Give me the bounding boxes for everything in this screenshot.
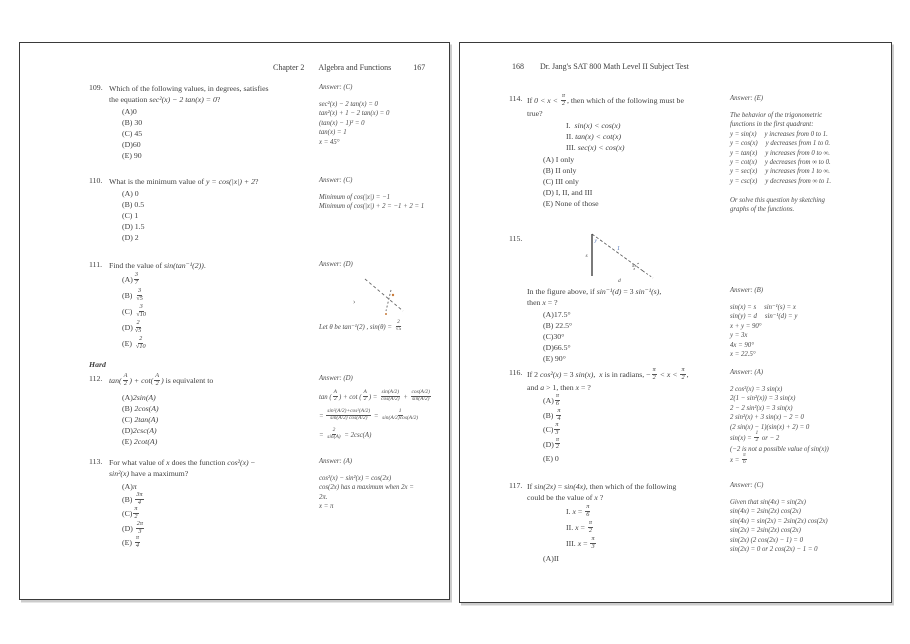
answer-label: Answer: (C) <box>730 482 764 489</box>
question-number: 110. <box>89 176 103 185</box>
solution-column <box>319 83 451 147</box>
solution-column <box>730 481 888 554</box>
question-body <box>527 368 742 465</box>
hypotenuse-label: 1 <box>617 246 620 252</box>
roman-numeral-statements: I. sin(x) < cos(x) II. tan(x) < cot(x) III. sec(x) < cos(x) <box>566 121 625 153</box>
question-body <box>109 83 323 161</box>
question-body <box>109 260 323 352</box>
question-text: If 2 cos²(x) = 3 sin(x), x is in radians, − $\frac{\pi}{2}$ < x < $\frac{\pi}{2}$ , and a > 1, then x = ? <box>527 366 689 393</box>
orange-dot <box>385 313 387 315</box>
question-number: 113. <box>89 457 103 466</box>
answer-label: Answer: (E) <box>730 95 764 102</box>
answer-choices: (A)0 (B) 30 (C) 45 (D)60 (E) 90 <box>122 107 143 160</box>
question-number: 117. <box>509 481 523 490</box>
question-text: For what value of x does the function cos²(x) − sin²(x) have a maximum? <box>109 458 255 478</box>
question-text: Find the value of sin(tan⁻¹(2)). <box>109 261 206 270</box>
question-text: What is the minimum value of y = cos(|x|) + 2? <box>109 177 259 186</box>
question-text: Which of the following values, in degrees, satisfies the equation sec²(x) − 2 tan(x) = 0? <box>109 84 269 104</box>
bottom-angle-label: x <box>632 264 635 269</box>
question-body <box>527 481 733 564</box>
left-page-header: Chapter 2 Algebra and Functions 167 <box>273 63 426 72</box>
question-text: If sin(2x) = sin(4x), then which of the following could be the value of x ? <box>527 482 677 502</box>
question-body <box>109 457 323 551</box>
question-number: 112. <box>89 374 103 383</box>
arrow-mark: › <box>353 298 356 306</box>
solution-column <box>319 457 451 512</box>
answer-label: Answer: (C) <box>319 84 353 91</box>
roman-numeral-statements: I. x = $\frac{\pi}{6}$ II. x = $\frac{\pi}{2}$ III. x = $\frac{\pi}{3}$ <box>566 502 595 550</box>
question-number: 109. <box>89 83 103 92</box>
solution-column <box>730 368 888 467</box>
left-page <box>19 42 450 600</box>
answer-label: Answer: (A) <box>319 458 353 465</box>
question-body <box>527 94 733 209</box>
answer-choices: (A) $\frac{\pi}{6}$ (B) $\frac{\pi}{4}$ (C) $\frac{\pi}{3}$ (D) $\frac{\pi}{2}$ (E) 0 <box>543 392 561 464</box>
question-body <box>527 286 733 364</box>
solution-work: sec²(x) − 2 tan(x) = 0 tan²(x) + 1 − 2 tan(x) = 0 (tan(x) − 1)² = 0 tan(x) = 1 x = 45° <box>319 101 390 146</box>
solution-work: tan ( $\frac{A}{2}$ ) + cot ( $\frac{A}{2}$ ) = $\frac{\sin(A/2)}{\cos(A/2)}$ + $\frac{\cos(A/2)}{\sin(A/2)}$ = $\frac{\text{sin²(A/2)+cos²(A/2)}}{\sin(A/2) \cos(A/2)}$ = $\frac{1}{\sin(A/2)\cos(A/2)}$ = $\frac{2}{\sin(A)}$ = 2csc(A) <box>319 389 430 440</box>
solution-work: Given that sin(4x) = sin(2x) sin(4x) = 2sin(2x) cos(2x) sin(4x) = sin(2x) = 2sin(2x) cos(2x) sin(2x) = 2sin(2x) cos(2x) sin(2x) (2 cos(2x) − 1) = 0 sin(2x) = 0 or 2 cos(2x) − 1 = 0 <box>730 499 828 554</box>
question-body <box>109 374 323 447</box>
solution-note: Let θ be tan⁻¹(2) , sin(θ) = $\frac{2}{√5}$ <box>319 319 402 332</box>
answer-choices: (A)17.5° (B) 22.5° (C)30° (D)66.5° (E) 90° <box>543 310 573 363</box>
answer-choices: (A)π (B) $\frac{3\pi}{4}$ (C) $\frac{\pi}{2}$ (D) $\frac{2\pi}{3}$ (E) $\frac{\pi}{4}$ <box>122 482 144 550</box>
solution-column <box>730 94 888 214</box>
right-page <box>459 42 892 603</box>
answer-choices: (A) I only (B) II only (C) III only (D) I, II, and III (E) None of those <box>543 155 599 209</box>
answer-label: Answer: (D) <box>319 375 353 382</box>
question-text: In the figure above, if sin⁻¹(d) = 3 sin⁻¹(s), then x = ? <box>527 287 662 307</box>
question-number: 116. <box>509 368 523 377</box>
right-page-header: 168 Dr. Jang's SAT 800 Math Level II Subject Test <box>512 62 689 71</box>
question-text: If 0 < x < $\frac{\pi}{2}$ , then which of the following must be true? <box>527 92 684 119</box>
solution-work: Minimum of cos(|x|) = −1 Minimum of cos(|x|) + 2 = −1 + 2 = 1 <box>319 194 425 211</box>
answer-label: Answer: (A) <box>730 369 764 376</box>
question-number: 114. <box>509 94 523 103</box>
answer-choices: (A) $\frac{3}{7}$ (B) $\frac{3}{√5}$ (C) $\frac{3}{√10}$ (D) $\frac{2}{√5}$ (E) $\frac{2}{√10}$ <box>122 270 146 350</box>
solution-work: sin(x) = s sin⁻¹(s) = x sin(y) = d sin⁻¹(d) = y x + y = 90° y = 3x 4x = 90° x = 22.5° <box>730 304 798 359</box>
orange-dot <box>392 294 394 296</box>
triangle-figure <box>583 231 661 283</box>
answer-choices: (A) 0 (B) 0.5 (C) 1 (D) 1.5 (D) 2 <box>122 189 145 242</box>
question-number: 115. <box>509 234 523 243</box>
solution-work: 2 cos²(x) = 3 sin(x) 2(1 − sin²(x)) = 3 sin(x) 2 − 2 sin²(x) = 3 sin(x) 2 sin²(x) + 3 sin(x) − 2 = 0 (2 sin(x) − 1)(sin(x) + 2) = 0 sin(x) = $\frac{1}{2}$ or − 2 (−2 is not a possible value of sin(x)) x = $\frac{\pi}{6}$ <box>730 386 829 466</box>
question-text: tan( $\frac{A}{2}$ ) + cot( $\frac{A}{2}$ ) is equivalent to <box>109 372 214 387</box>
answer-choices: (A)II <box>543 554 560 563</box>
answer-choices: (A)2sin(A) (B) 2cos(A) (C) 2tan(A) (D)2csc(A) (E) 2cot(A) <box>122 393 159 447</box>
scratch-sketch-figure <box>345 277 425 321</box>
vertical-side-label: s <box>585 253 588 259</box>
solution-column <box>319 374 451 448</box>
question-number: 111. <box>89 260 103 269</box>
answer-label: Answer: (C) <box>319 177 353 184</box>
solution-column <box>319 176 451 212</box>
solution-column <box>730 286 888 359</box>
top-angle-label: y <box>594 238 597 244</box>
difficulty-label: Hard <box>89 360 106 369</box>
solution-work: The behavior of the trigonometric functions in the first quadrant: y = sin(x) y increases from 0 to 1. y = cos(x) y decreases from 1 to 0. y = tan(x) y increases from 0 to ∞. y = cot(x) y decreases from ∞ to 0. y = sec(x) y increases from 1 to ∞. y = csc(x) y decreases from ∞ to 1. Or solve this question by sketching graphs of the functions. <box>730 112 832 214</box>
base-side-label: d <box>618 278 621 284</box>
question-body <box>109 176 323 243</box>
answer-label: Answer: (B) <box>730 287 764 294</box>
solution-work: cos²(x) − sin²(x) = cos(2x) cos(2x) has a maximum when 2x = 2π. x = π <box>319 475 414 511</box>
solution-column <box>319 260 451 334</box>
answer-label: Answer: (D) <box>319 261 353 268</box>
